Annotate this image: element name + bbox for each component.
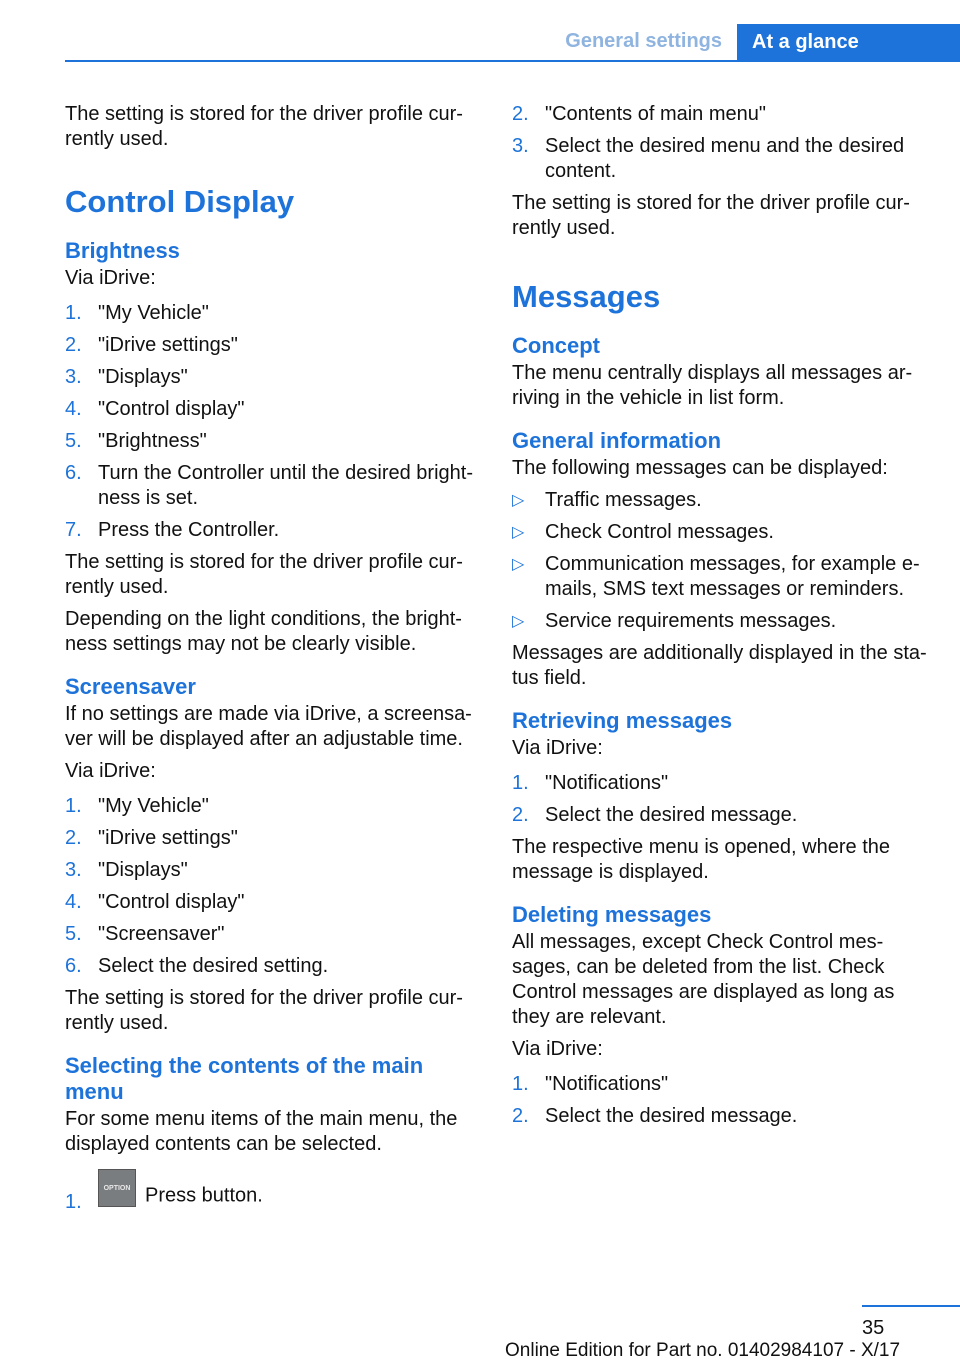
general-info-heading: General information [512, 428, 722, 453]
left-column [65, 102, 478, 1222]
concept-heading: Concept [512, 333, 600, 358]
screensaver-heading: Screensaver [65, 674, 196, 699]
concept-text: The menu centrally displays all messages ar-riving in the vehicle in list form. [512, 362, 913, 409]
list-item: 2. Select the desired message. [512, 804, 798, 826]
main-menu-steps-cont [512, 102, 930, 184]
list-item: 2. Select the desired message. [512, 1105, 798, 1127]
list-item: 5. "Brightness" [65, 430, 207, 452]
list-item: ▷ Service requirements messages. [512, 610, 837, 632]
list-item: 1. OPTION Press button. [65, 1177, 478, 1215]
list-item: ▷ Check Control messages. [512, 521, 774, 543]
list-item: 1. "My Vehicle" [65, 302, 209, 324]
page-number: 35 [862, 1317, 885, 1339]
intro-text: The setting is stored for the driver profile cur-rently used. [65, 103, 463, 150]
triangle-bullet-icon: ▷ [512, 556, 525, 573]
list-item: 4. "Control display" [65, 891, 245, 913]
header-chapter-tab: At a glance [737, 24, 960, 62]
messages-heading: Messages [512, 279, 661, 314]
list-item: 6. Turn the Controller until the desired bright-ness is set. [65, 462, 473, 509]
page-header [0, 0, 960, 62]
brightness-heading: Brightness [65, 238, 180, 263]
footer-divider [862, 1305, 960, 1307]
list-item: 2. "iDrive settings" [65, 334, 238, 356]
triangle-bullet-icon: ▷ [512, 524, 525, 541]
deleting-heading: Deleting messages [512, 902, 712, 927]
list-item: 7. Press the Controller. [65, 519, 280, 541]
retrieving-after: The respective menu is opened, where the message is displayed. [512, 836, 890, 883]
list-item: 3. "Displays" [65, 366, 188, 388]
general-info-after: Messages are additionally displayed in the sta-tus field. [512, 642, 927, 689]
list-item: 2. "Contents of main menu" [512, 103, 766, 125]
deleting-via: Via iDrive: [512, 1038, 603, 1060]
list-item: 3. "Displays" [65, 859, 188, 881]
option-button-icon: OPTION [98, 1169, 136, 1207]
list-item: 1. "My Vehicle" [65, 795, 209, 817]
screensaver-via: Via iDrive: [65, 760, 156, 782]
list-item: ▷ Communication messages, for example e-mails, SMS text messages or reminders. [512, 553, 920, 600]
retrieving-steps [512, 771, 930, 828]
triangle-bullet-icon: ▷ [512, 613, 525, 630]
control-display-heading: Control Display [65, 184, 295, 219]
footer-edition: Online Edition for Part no. 01402984107 - X/17 [505, 1340, 901, 1361]
list-item: 4. "Control display" [65, 398, 245, 420]
list-item: 6. Select the desired setting. [65, 955, 329, 977]
main-menu-stored: The setting is stored for the driver profile cur-rently used. [512, 192, 910, 239]
screensaver-text: If no settings are made via iDrive, a screensa-ver will be displayed after an adjustable time. [65, 703, 472, 750]
message-types-list [512, 488, 930, 634]
list-item: 1. "Notifications" [512, 772, 669, 794]
list-item: 5. "Screensaver" [65, 923, 225, 945]
screensaver-stored: The setting is stored for the driver profile cur-rently used. [65, 987, 463, 1034]
brightness-via: Via iDrive: [65, 267, 156, 289]
header-divider [65, 60, 960, 62]
main-menu-text: For some menu items of the main menu, the displayed contents can be selected. [65, 1108, 458, 1155]
deleting-steps [512, 1072, 930, 1129]
right-column [512, 102, 930, 1136]
list-item: 3. Select the desired menu and the desired content. [512, 135, 905, 182]
brightness-note: Depending on the light conditions, the bright-ness settings may not be clearly visible. [65, 608, 462, 655]
list-item: 1. "Notifications" [512, 1073, 669, 1095]
retrieving-heading: Retrieving messages [512, 708, 733, 733]
brightness-steps [65, 301, 478, 543]
list-item: 2. "iDrive settings" [65, 827, 238, 849]
deleting-text: All messages, except Check Control mes-sages, can be deleted from the list. Check Control messages are displayed as long as they are relevant. [512, 931, 895, 1028]
general-info-text: The following messages can be displayed: [512, 457, 888, 479]
header-section-title: General settings [565, 30, 722, 52]
screensaver-steps [65, 794, 478, 979]
list-item: ▷ Traffic messages. [512, 489, 702, 511]
brightness-stored: The setting is stored for the driver profile cur-rently used. [65, 551, 463, 598]
main-menu-heading: Selecting the contents of the main menu [65, 1053, 424, 1104]
triangle-bullet-icon: ▷ [512, 492, 525, 509]
retrieving-via: Via iDrive: [512, 737, 603, 759]
main-menu-steps [65, 1177, 478, 1215]
